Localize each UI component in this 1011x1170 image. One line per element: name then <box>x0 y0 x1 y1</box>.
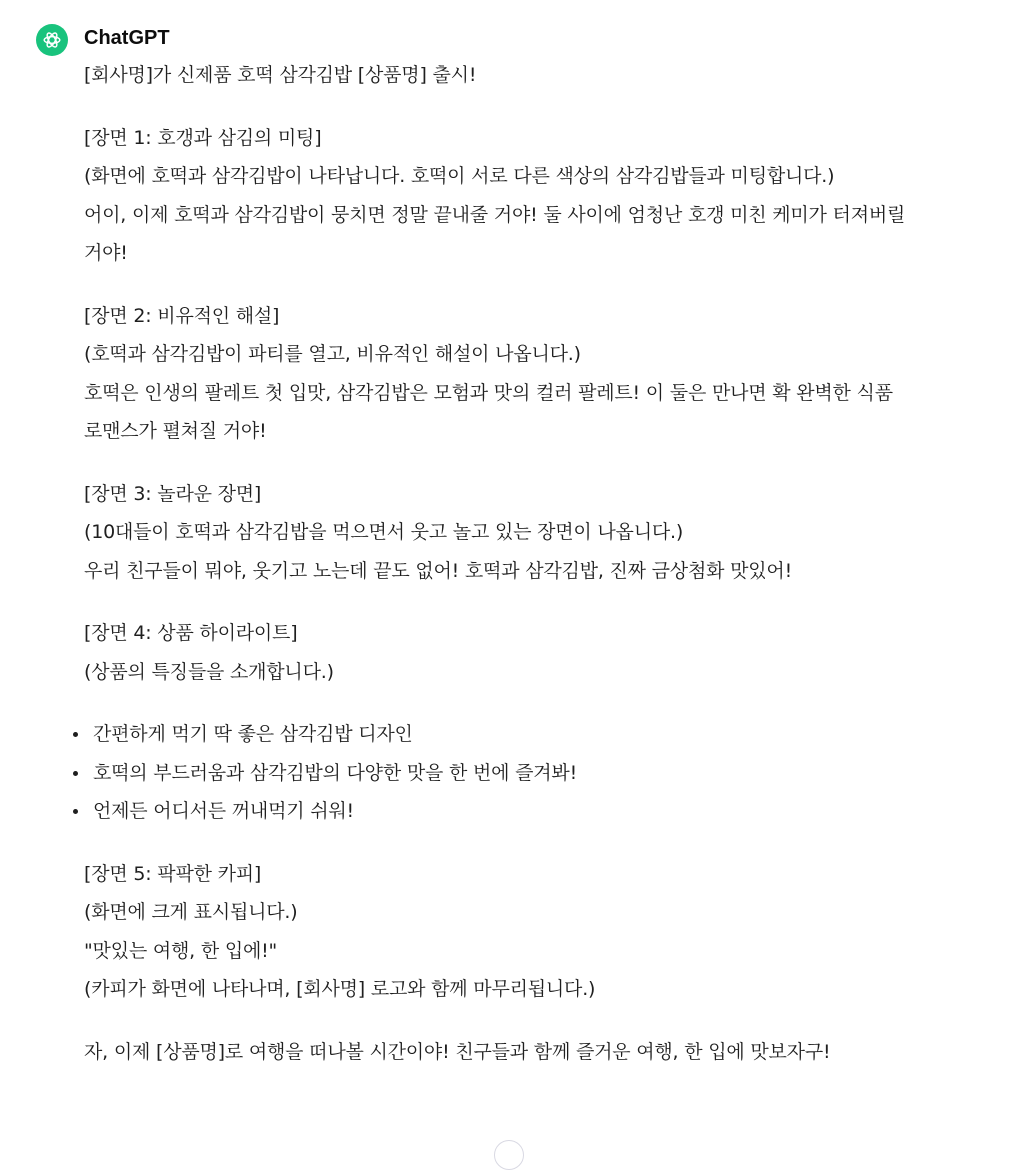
scene-5-copy: "맛있는 여행, 한 입에!" <box>84 939 278 962</box>
intro-text: [회사명]가 신제품 호떡 삼각김밥 [상품명] 출시! <box>84 64 477 86</box>
scene-5-title: [장면 5: 팍팍한 카피] <box>84 862 262 885</box>
list-item: 언제든 어디서든 꺼내먹기 쉬워! <box>70 792 914 831</box>
scroll-to-bottom-button[interactable] <box>494 1140 524 1170</box>
outro-text: 자, 이제 [상품명]로 여행을 떠나볼 시간이야! 친구들과 함께 즐거운 여행, 한 입에 맛보자구! <box>84 1040 831 1063</box>
scene-5 <box>84 855 914 1009</box>
scene-3-direction: (10대들이 호떡과 삼각김밥을 먹으면서 웃고 놀고 있는 장면이 나옵니다.) <box>84 521 684 543</box>
scene-2-title: [장면 2: 비유적인 해설] <box>84 304 280 327</box>
scene-5-direction-2: (카피가 화면에 나타나며, [회사명] 로고와 함께 마무리됩니다.) <box>84 978 596 1000</box>
list-item: 간편하게 먹기 딱 좋은 삼각김밥 디자인 <box>70 715 914 754</box>
scene-2 <box>84 297 914 451</box>
scene-4-direction: (상품의 특징들을 소개합니다.) <box>84 660 334 683</box>
scene-1-line: 어이, 이제 호떡과 삼각김밥이 뭉치면 정말 끝내줄 거야! 둘 사이에 엄청난 호갱 미친 케미가 터져버릴 거야! <box>84 203 906 264</box>
scene-3 <box>84 475 914 591</box>
scene-4 <box>84 614 914 691</box>
outro-paragraph <box>84 1033 914 1072</box>
feature-list <box>70 715 914 831</box>
scene-3-line: 우리 친구들이 뭐야, 웃기고 노는데 끝도 없어! 호떡과 삼각김밥, 진짜 금상첨화 맛있어! <box>84 559 792 582</box>
intro-paragraph <box>84 56 914 95</box>
assistant-name: ChatGPT <box>84 27 170 49</box>
scene-2-direction: (호떡과 삼각김밥이 파티를 열고, 비유적인 해설이 나옵니다.) <box>84 343 581 365</box>
scene-2-line: 호떡은 인생의 팔레트 첫 입맛, 삼각김밥은 모험과 맛의 컬러 팔레트! 이 둘은 만나면 확 완벽한 식품 로맨스가 펼쳐질 거야! <box>84 381 893 442</box>
scene-5-direction: (화면에 크게 표시됩니다.) <box>84 901 298 923</box>
scene-4-title: [장면 4: 상품 하이라이트] <box>84 622 298 644</box>
list-item: 호떡의 부드러움과 삼각김밥의 다양한 맛을 한 번에 즐겨봐! <box>70 754 914 793</box>
assistant-avatar <box>36 24 68 56</box>
openai-logo-icon <box>41 29 63 51</box>
assistant-message <box>84 56 914 1095</box>
scene-1-direction: (화면에 호떡과 삼각김밥이 나타납니다. 호떡이 서로 다른 색상의 삼각김밥들과 미팅합니다.) <box>84 165 835 187</box>
scene-3-title: [장면 3: 놀라운 장면] <box>84 482 262 505</box>
scene-1-title: [장면 1: 호갱과 삼김의 미팅] <box>84 126 322 149</box>
scene-1 <box>84 119 914 273</box>
